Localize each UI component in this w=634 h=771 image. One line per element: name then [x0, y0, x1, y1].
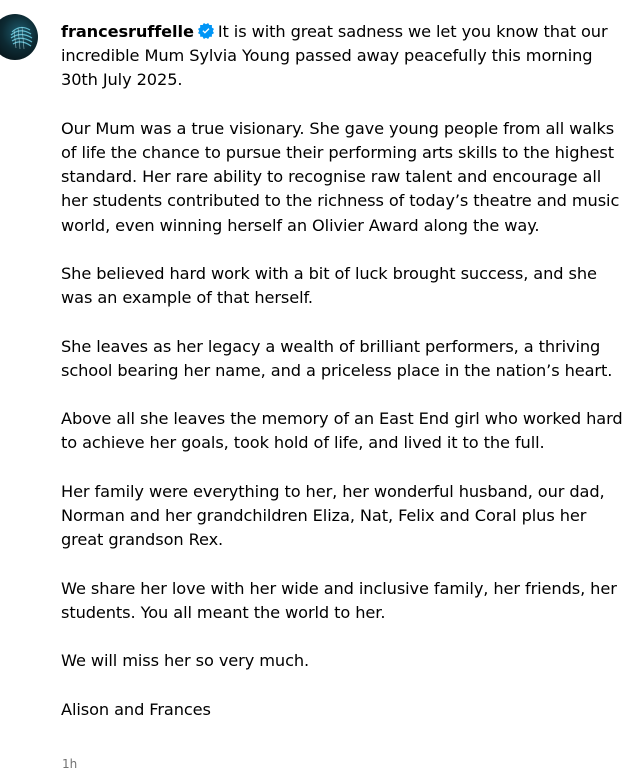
- caption-paragraph-7: We will miss her so very much.: [61, 651, 310, 671]
- caption-intro: [61, 20, 629, 93]
- caption-paragraph-6: We share her love with her wide and inclusive family, her friends, her students. You all meant the world to her.: [61, 578, 617, 622]
- caption-paragraph-2: She believed hard work with a bit of luck brought success, and she was an example of that herself.: [61, 264, 597, 308]
- post-timestamp[interactable]: 1h: [62, 757, 78, 771]
- verified-badge-icon: [198, 23, 214, 39]
- caption-paragraph-3: She leaves as her legacy a wealth of brilliant performers, a thriving school bearing her name, and a priceless place in the nation’s heart.: [61, 336, 613, 380]
- username-link[interactable]: francesruffelle: [61, 22, 194, 41]
- avatar[interactable]: [0, 14, 38, 60]
- caption-signature: Alison and Frances: [61, 699, 211, 719]
- caption-intro-text: It is with great sadness we let you know that our incredible Mum Sylvia Young passed away peacefully this morning 30th July 2025.: [61, 22, 608, 90]
- caption-paragraph-4: Above all she leaves the memory of an East End girl who worked hard to achieve her goals, took hold of life, and lived it to the full.: [61, 409, 623, 453]
- post-caption: [61, 20, 629, 746]
- caption-paragraph-1: Our Mum was a true visionary. She gave young people from all walks of life the chance to pursue their performing arts skills to the highest standard. Her rare ability to recognise raw talent and encourage all her students contributed to the richness of today’s theatre and music world, even winning herself an Olivier Award along the way.: [61, 118, 620, 235]
- avatar-image: [0, 14, 38, 60]
- caption-paragraph-5: Her family were everything to her, her wonderful husband, our dad, Norman and her grandchildren Eliza, Nat, Felix and Coral plus her great grandson Rex.: [61, 481, 605, 550]
